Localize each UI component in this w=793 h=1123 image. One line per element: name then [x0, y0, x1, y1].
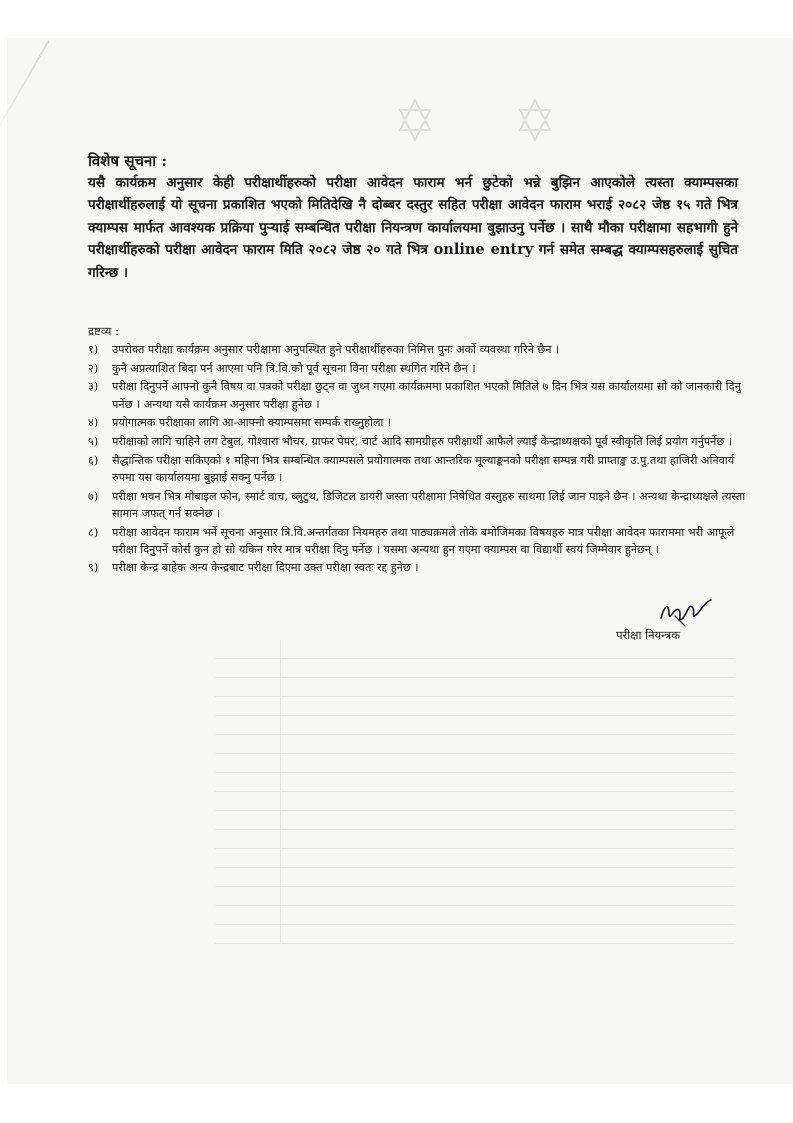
note-number: १): [88, 343, 99, 356]
note-text: परीक्षा केन्द्र बाहेक अन्य केन्द्रबाट परीक्षा दिएमा उक्त परीक्षा स्वतः रद्द हुनेछ ।: [112, 561, 419, 575]
note-text: परीक्षा आवेदन फाराम भर्ने सूचना अनुसार त्रि.वि.अन्तर्गतका नियमहरु तथा पाठ्यक्रमले तोके बमोजिमका विषयहरु मात्र परीक्षा आवेदन फाराममा भरी आफूले परीक्षा दिनुपर्ने कोर्स कुन हो सो यकिन गरेर मात्र परीक्षा दिनु पर्नेछ । यसमा अन्यथा हुन गएमा क्याम्पस वा विद्यार्थी स्वयं जिम्मेवार हुनेछन् ।: [112, 525, 735, 556]
note-number: ४): [88, 416, 99, 430]
note-number: ७): [88, 489, 99, 503]
note-number: २): [88, 361, 99, 375]
note-text: सैद्धान्तिक परीक्षा सकिएको १ महिना भित्र सम्बन्धित क्याम्पसले प्रयोगात्मक तथा आन्तरिक मूल्याङ्कनको परीक्षा सम्पन्न गरी प्राप्ताङ्क उ.पु.तथा हाजिरी अनिवार्य रुपमा यस कार्यालयमा बुझाई सक्नु पर्नेछ ।: [112, 453, 735, 484]
list-item: [88, 360, 746, 377]
note-number: ५): [88, 435, 99, 449]
note-text: परीक्षाको लागि चाहिने लग टेबुल, गोश्वारा भौचर, ग्राफर पेपर, चार्ट आदि सामग्रीहरु परीक्षार्थी आफैले ल्याई केन्द्राध्यक्षको पूर्व स्वीकृति लिई प्रयोग गर्नुपर्नेछ ।: [112, 435, 733, 449]
list-item: [88, 452, 746, 486]
notes-section: [88, 323, 746, 578]
list-item: [88, 433, 746, 450]
list-item: [88, 378, 746, 412]
note-text: कुनै अप्रत्याशित बिदा पर्न आएमा पनि त्रि.वि.को पूर्व सूचना विना परीक्षा स्थगित गरिने छैन ।: [112, 361, 476, 375]
special-notice-title: विशेष सूचना :: [88, 152, 167, 170]
note-number: ९): [88, 561, 99, 575]
note-number: ८): [88, 525, 99, 539]
special-notice-body-end: गर्न समेत सम्बद्ध क्याम्पसहरुलाई सुचित गरिन्छ ।: [88, 242, 739, 281]
list-item: [88, 488, 746, 522]
notes-list: [88, 341, 746, 577]
handwritten-signature-icon: [655, 596, 715, 630]
list-item: [88, 559, 746, 576]
online-entry-text: online entry: [433, 241, 534, 259]
show-through-table: [215, 640, 735, 960]
special-notice-body-text: यसै कार्यक्रम अनुसार केही परीक्षार्थीहरुको परीक्षा आवेदन फाराम भर्न छुटेको भन्ने बुझिन आएकोले त्यस्ता क्याम्पसका परीक्षार्थीहरुलाई यो सूचना प्रकाशित भएको मितिदेखि नै दोब्बर दस्तुर सहित परीक्षा आवेदन फाराम भराई २०८२ जेष्ठ १५ गते भित्र क्याम्पस मार्फत आवश्यक प्रक्रिया पुऱ्याई सम्बन्धित परीक्षा नियन्त्रण कार्यालयमा बुझाउनु पर्नेछ । साथै मौका परीक्षामा सहभागी हुने परीक्षार्थीहरुको परीक्षा आवेदन फाराम मिति २०८२ जेष्ठ २० गते भित्र: [88, 175, 738, 259]
note-text: प्रयोगात्मक परीक्षाका लागि आ-आफ्नो क्याम्पसमा सम्पर्क राख्नुहोला ।: [112, 416, 392, 430]
note-text: परीक्षा भवन भित्र मोबाइल फोन, स्मार्ट वाच, ब्लुटुथ, डिजिटल डायरी जस्ता परीक्षामा निषेधित वस्तुहरु साथमा लिई जान पाइने छैन । अन्यथा केन्द्राध्यक्षले त्यस्ता सामान जफत् गर्न सक्नेछ ।: [112, 489, 746, 520]
list-item: [88, 524, 746, 558]
special-notice-body: [88, 172, 738, 284]
note-number: ३): [88, 380, 99, 394]
notes-title: द्रष्टव्य :: [88, 324, 119, 338]
note-text: परीक्षा दिनुपर्ने आफ्नो कुनै विषय वा पत्रको परीक्षा छुट्न वा जुध्न गएमा कार्यक्रममा प्रकाशित भएको मितिले ७ दिन भित्र यस कार्यालयमा सो को जानकारी दिनु पर्नेछ । अन्यथा यसै कार्यक्रम अनुसार परीक्षा हुनेछ ।: [112, 380, 741, 411]
signatory-title: परीक्षा नियन्त्रक: [616, 628, 681, 642]
special-notice: [88, 150, 738, 284]
list-item: [88, 414, 746, 431]
note-number: ६): [88, 453, 99, 467]
list-item: [88, 341, 746, 358]
note-text: उपरोक्त परीक्षा कार्यक्रम अनुसार परीक्षामा अनुपस्थित हुने परीक्षार्थीहरुका निमित्त पुनः अर्को व्यवस्था गरिने छैन ।: [112, 343, 560, 356]
